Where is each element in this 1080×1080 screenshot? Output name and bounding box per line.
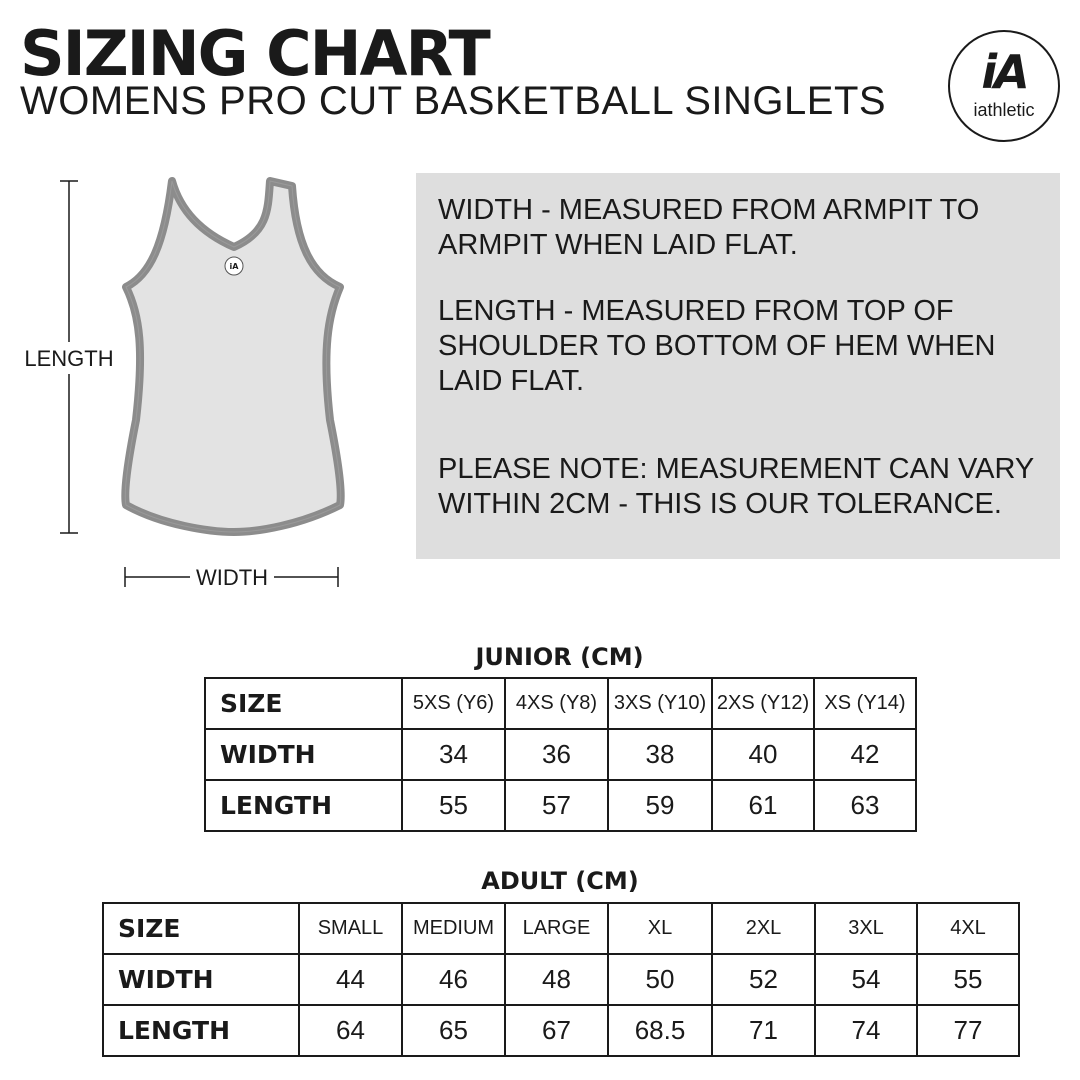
size-header-cell: 5XS (Y6)	[402, 678, 505, 729]
length-cell: 74	[815, 1005, 917, 1056]
length-cell: 77	[917, 1005, 1019, 1056]
table-row	[103, 1005, 1019, 1056]
width-note: WIDTH - MEASURED FROM ARMPIT TO ARMPIT WHEN LAID FLAT.	[438, 194, 980, 261]
adult-table-title: ADULT (CM)	[481, 867, 639, 895]
length-cell: 59	[608, 780, 712, 831]
size-header-cell: 4XL	[917, 903, 1019, 954]
table-row	[103, 903, 1019, 954]
width-row-label: WIDTH	[103, 954, 299, 1005]
width-cell: 55	[917, 954, 1019, 1005]
length-cell: 68.5	[608, 1005, 712, 1056]
length-cell: 61	[712, 780, 814, 831]
size-header-cell: 3XS (Y10)	[608, 678, 712, 729]
measurement-info-box	[416, 173, 1060, 559]
table-row	[103, 954, 1019, 1005]
width-cell: 52	[712, 954, 815, 1005]
size-header-cell: SMALL	[299, 903, 402, 954]
logo-mark: iA	[981, 45, 1027, 99]
adult-size-table	[102, 902, 1020, 1057]
page-title: SIZING CHART	[20, 17, 489, 90]
length-label: LENGTH	[24, 346, 114, 371]
size-row-label: SIZE	[205, 678, 402, 729]
width-cell: 50	[608, 954, 712, 1005]
size-header-cell: 4XS (Y8)	[505, 678, 608, 729]
logo-wordmark: iathletic	[973, 100, 1035, 120]
size-header-cell: 2XS (Y12)	[712, 678, 814, 729]
width-row-label: WIDTH	[205, 729, 402, 780]
width-label: WIDTH	[195, 565, 269, 590]
length-cell: 67	[505, 1005, 608, 1056]
length-cell: 65	[402, 1005, 505, 1056]
size-header-cell: XL	[608, 903, 712, 954]
brand-logo	[948, 30, 1060, 142]
length-row-label: LENGTH	[205, 780, 402, 831]
length-row-label: LENGTH	[103, 1005, 299, 1056]
length-cell: 63	[814, 780, 916, 831]
width-cell: 54	[815, 954, 917, 1005]
width-cell: 46	[402, 954, 505, 1005]
width-cell: 38	[608, 729, 712, 780]
garment-diagram	[0, 160, 400, 600]
length-cell: 64	[299, 1005, 402, 1056]
width-cell: 34	[402, 729, 505, 780]
table-row	[205, 678, 916, 729]
chest-logo-text: iA	[229, 262, 239, 271]
width-cell: 44	[299, 954, 402, 1005]
tolerance-note: PLEASE NOTE: MEASUREMENT CAN VARY WITHIN 2CM - THIS IS OUR TOLERANCE.	[438, 453, 1034, 520]
width-cell: 40	[712, 729, 814, 780]
table-row	[205, 780, 916, 831]
page-subtitle: WOMENS PRO CUT BASKETBALL SINGLETS	[20, 79, 887, 123]
table-row	[205, 729, 916, 780]
junior-size-table	[204, 677, 917, 832]
singlet-shape	[125, 181, 340, 532]
size-header-cell: LARGE	[505, 903, 608, 954]
width-cell: 42	[814, 729, 916, 780]
size-header-cell: 3XL	[815, 903, 917, 954]
size-header-cell: MEDIUM	[402, 903, 505, 954]
length-note: LENGTH - MEASURED FROM TOP OF SHOULDER TO BOTTOM OF HEM WHEN LAID FLAT.	[438, 295, 996, 397]
width-cell: 36	[505, 729, 608, 780]
size-row-label: SIZE	[103, 903, 299, 954]
length-cell: 55	[402, 780, 505, 831]
width-cell: 48	[505, 954, 608, 1005]
size-header-cell: 2XL	[712, 903, 815, 954]
size-header-cell: XS (Y14)	[814, 678, 916, 729]
length-cell: 57	[505, 780, 608, 831]
length-cell: 71	[712, 1005, 815, 1056]
junior-table-title: JUNIOR (CM)	[475, 643, 644, 671]
